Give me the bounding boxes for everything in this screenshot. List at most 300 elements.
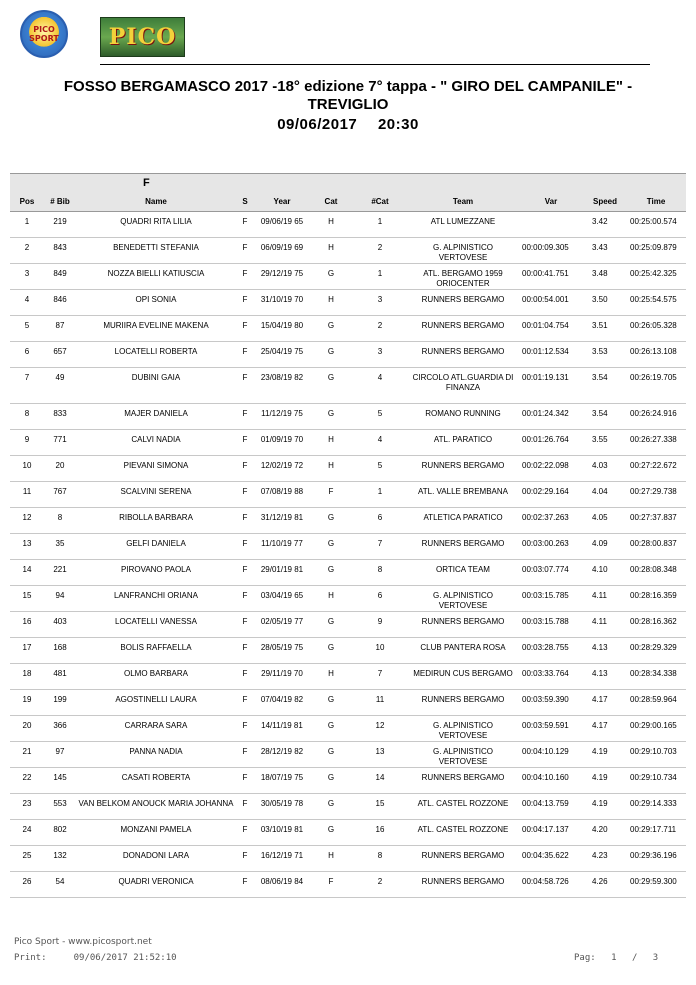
cell-pos: 23 <box>22 799 32 808</box>
cell-team: RUNNERS BERGAMO <box>421 773 505 782</box>
cell-year: 28/05/19 75 <box>260 643 304 652</box>
cell-speed: 4.09 <box>592 539 608 548</box>
pico-brand-logo <box>100 17 185 57</box>
cell-time: 00:28:00.837 <box>630 539 677 548</box>
cell-var: 00:03:15.785 <box>522 591 569 600</box>
table-row <box>10 368 686 404</box>
cell-sex: F <box>242 269 248 278</box>
cell-time: 00:28:16.359 <box>630 591 677 600</box>
cell-cat-rank: 5 <box>377 409 383 418</box>
cell-team: RUNNERS BERGAMO <box>421 321 505 330</box>
table-row <box>10 290 686 316</box>
table-row <box>10 534 686 560</box>
cell-year: 15/04/19 80 <box>260 321 304 330</box>
results-rows <box>10 212 686 898</box>
cell-cat-rank: 15 <box>375 799 385 808</box>
cell-team: G. ALPINISTICO VERTOVESE <box>432 721 493 740</box>
cell-year: 08/06/19 84 <box>260 877 304 886</box>
cell-var: 00:01:12.534 <box>522 347 569 356</box>
cell-speed: 3.43 <box>592 243 608 252</box>
cell-cat-rank: 16 <box>375 825 385 834</box>
cell-team: CIRCOLO ATL.GUARDIA DI FINANZA <box>412 373 514 392</box>
cell-pos: 16 <box>22 617 32 626</box>
cell-name: RIBOLLA BARBARA <box>119 513 193 522</box>
cell-year: 31/10/19 70 <box>260 295 304 304</box>
cell-var: 00:04:58.726 <box>522 877 569 886</box>
cell-sex: F <box>242 565 248 574</box>
cell-cat: G <box>327 269 335 278</box>
cell-team: G. ALPINISTICO VERTOVESE <box>432 591 493 610</box>
cell-speed: 3.42 <box>592 217 608 226</box>
cell-cat: H <box>328 243 334 252</box>
cell-time: 00:27:37.837 <box>630 513 677 522</box>
cell-var: 00:00:41.751 <box>522 269 569 278</box>
table-row <box>10 212 686 238</box>
cell-team: MEDIRUN CUS BERGAMO <box>413 669 513 678</box>
table-row <box>10 316 686 342</box>
cell-cat-rank: 1 <box>377 217 383 226</box>
cell-cat-rank: 8 <box>377 851 383 860</box>
cell-cat-rank: 4 <box>377 373 383 382</box>
cell-pos: 5 <box>24 321 30 330</box>
cell-bib: 20 <box>55 461 65 470</box>
cell-year: 09/06/19 65 <box>260 217 304 226</box>
cell-cat-rank: 3 <box>377 347 383 356</box>
cell-team: ATLETICA PARATICO <box>423 513 503 522</box>
col-cat-rank: #Cat <box>371 197 389 206</box>
cell-speed: 3.51 <box>592 321 608 330</box>
cell-time: 00:29:17.711 <box>630 825 677 834</box>
cell-year: 31/12/19 81 <box>260 513 304 522</box>
results-table <box>10 173 686 898</box>
cell-name: CARRARA SARA <box>124 721 188 730</box>
cell-cat-rank: 11 <box>375 695 385 704</box>
cell-sex: F <box>242 513 248 522</box>
cell-speed: 3.50 <box>592 295 608 304</box>
cell-var: 00:01:26.764 <box>522 435 569 444</box>
footer-print <box>14 953 177 963</box>
cell-bib: 145 <box>53 773 67 782</box>
cell-time: 00:28:34.338 <box>630 669 677 678</box>
cell-cat-rank: 14 <box>375 773 385 782</box>
col-speed: Speed <box>592 197 617 206</box>
cell-year: 18/07/19 75 <box>260 773 304 782</box>
cell-var: 00:03:07.774 <box>522 565 569 574</box>
table-row <box>10 820 686 846</box>
cell-cat-rank: 2 <box>377 877 383 886</box>
cell-name: PIEVANI SIMONA <box>123 461 189 470</box>
table-row <box>10 612 686 638</box>
cell-bib: 403 <box>53 617 67 626</box>
table-row <box>10 430 686 456</box>
cell-sex: F <box>242 877 248 886</box>
cell-pos: 26 <box>22 877 32 886</box>
cell-cat-rank: 6 <box>377 513 383 522</box>
cell-speed: 4.04 <box>592 487 608 496</box>
cell-team: G. ALPINISTICO VERTOVESE <box>432 747 493 766</box>
cell-speed: 4.19 <box>592 799 608 808</box>
cell-name: PANNA NADIA <box>129 747 183 756</box>
cell-speed: 3.55 <box>592 435 608 444</box>
table-row <box>10 846 686 872</box>
cell-time: 00:28:16.362 <box>630 617 677 626</box>
cell-var: 00:01:04.754 <box>522 321 569 330</box>
cell-cat: G <box>327 617 335 626</box>
cell-name: QUADRI RITA LILIA <box>120 217 192 226</box>
cell-time: 00:29:36.196 <box>630 851 677 860</box>
cell-pos: 8 <box>24 409 30 418</box>
cell-cat: G <box>327 799 335 808</box>
cell-time: 00:28:08.348 <box>630 565 677 574</box>
cell-time: 00:25:42.325 <box>630 269 677 278</box>
cell-bib: 771 <box>53 435 67 444</box>
cell-speed: 4.19 <box>592 773 608 782</box>
cell-year: 29/12/19 75 <box>260 269 304 278</box>
cell-cat: G <box>327 409 335 418</box>
cell-sex: F <box>242 295 248 304</box>
footer-site: Pico Sport - www.picosport.net <box>14 937 152 947</box>
table-row <box>10 638 686 664</box>
cell-pos: 7 <box>24 373 30 382</box>
cell-cat: G <box>327 747 335 756</box>
table-row <box>10 560 686 586</box>
cell-cat-rank: 5 <box>377 461 383 470</box>
cell-team: RUNNERS BERGAMO <box>421 461 505 470</box>
cell-bib: 657 <box>53 347 67 356</box>
cell-year: 01/09/19 70 <box>260 435 304 444</box>
cell-var: 00:00:54.001 <box>522 295 569 304</box>
cell-time: 00:29:10.703 <box>630 747 677 756</box>
cell-sex: F <box>242 669 248 678</box>
cell-pos: 19 <box>22 695 32 704</box>
cell-var: 00:03:59.591 <box>522 721 569 730</box>
cell-team: ATL. VALLE BREMBANA <box>418 487 508 496</box>
cell-time: 00:27:29.738 <box>630 487 677 496</box>
table-row <box>10 508 686 534</box>
col-year: Year <box>273 197 291 206</box>
cell-name: QUADRI VERONICA <box>118 877 194 886</box>
cell-team: G. ALPINISTICO VERTOVESE <box>432 243 493 262</box>
cell-time: 00:29:00.165 <box>630 721 677 730</box>
cell-sex: F <box>242 851 248 860</box>
table-row <box>10 664 686 690</box>
page-title: FOSSO BERGAMASCO 2017 -18° edizione 7° tappa - " GIRO DEL CAMPANILE" - TREVIGLIO <box>63 78 633 113</box>
cell-speed: 3.48 <box>592 269 608 278</box>
cell-cat: H <box>328 435 334 444</box>
cell-cat-rank: 12 <box>375 721 385 730</box>
cell-pos: 24 <box>22 825 32 834</box>
cell-cat: H <box>328 591 334 600</box>
cell-year: 06/09/19 69 <box>260 243 304 252</box>
cell-name: DUBINI GAIA <box>131 373 181 382</box>
cell-sex: F <box>242 773 248 782</box>
cell-cat: H <box>328 461 334 470</box>
cell-var: 00:02:37.263 <box>522 513 569 522</box>
cell-pos: 4 <box>24 295 30 304</box>
cell-sex: F <box>242 321 248 330</box>
cell-cat-rank: 9 <box>377 617 383 626</box>
cell-cat-rank: 4 <box>377 435 383 444</box>
cell-bib: 168 <box>53 643 67 652</box>
cell-time: 00:29:10.734 <box>630 773 677 782</box>
cell-name: LOCATELLI ROBERTA <box>114 347 198 356</box>
cell-sex: F <box>242 347 248 356</box>
cell-time: 00:29:59.300 <box>630 877 677 886</box>
col-pos: Pos <box>19 197 35 206</box>
col-name: Name <box>145 197 167 206</box>
cell-bib: 199 <box>53 695 67 704</box>
cell-cat: H <box>328 851 334 860</box>
cell-bib: 553 <box>53 799 67 808</box>
cell-year: 29/11/19 70 <box>261 669 303 678</box>
cell-cat: H <box>328 295 334 304</box>
cell-pos: 25 <box>22 851 32 860</box>
table-row <box>10 716 686 742</box>
table-row <box>10 768 686 794</box>
cell-name: NOZZA BIELLI KATIUSCIA <box>107 269 205 278</box>
col-sex: S <box>242 197 248 206</box>
cell-year: 07/08/19 88 <box>260 487 304 496</box>
cell-time: 00:29:14.333 <box>630 799 677 808</box>
cell-cat-rank: 13 <box>375 747 385 756</box>
pico-sport-logo <box>20 10 68 58</box>
table-row <box>10 342 686 368</box>
cell-team: ATL LUMEZZANE <box>430 217 496 226</box>
cell-sex: F <box>242 721 248 730</box>
cell-bib: 767 <box>53 487 67 496</box>
cell-speed: 4.23 <box>592 851 608 860</box>
cell-cat: G <box>327 373 335 382</box>
table-row <box>10 404 686 430</box>
logo-text-2: SPORT <box>29 34 59 43</box>
cell-pos: 12 <box>22 513 32 522</box>
cell-speed: 4.11 <box>592 591 607 600</box>
cell-cat-rank: 8 <box>377 565 383 574</box>
cell-pos: 15 <box>22 591 32 600</box>
print-label: Print: <box>14 953 47 963</box>
cell-sex: F <box>242 617 248 626</box>
cell-cat-rank: 10 <box>375 643 385 652</box>
cell-cat: F <box>328 487 334 496</box>
cell-cat-rank: 2 <box>377 321 383 330</box>
cell-sex: F <box>242 825 248 834</box>
header-rule <box>100 64 650 65</box>
cell-team: RUNNERS BERGAMO <box>421 695 505 704</box>
cell-sex: F <box>242 591 248 600</box>
cell-speed: 3.54 <box>592 409 608 418</box>
cell-year: 30/05/19 78 <box>260 799 304 808</box>
cell-year: 23/08/19 82 <box>260 373 304 382</box>
cell-time: 00:26:24.916 <box>630 409 677 418</box>
cell-bib: 87 <box>55 321 65 330</box>
cell-time: 00:28:29.329 <box>630 643 677 652</box>
cell-sex: F <box>242 799 248 808</box>
cell-bib: 8 <box>57 513 63 522</box>
page-indicator <box>574 953 668 963</box>
cell-time: 00:25:09.879 <box>630 243 677 252</box>
page-label: Pag: <box>574 953 596 963</box>
cell-pos: 17 <box>22 643 32 652</box>
cell-team: ATL. CASTEL ROZZONE <box>417 825 509 834</box>
table-row <box>10 456 686 482</box>
cell-time: 00:27:22.672 <box>630 461 677 470</box>
cell-speed: 4.13 <box>592 643 608 652</box>
cell-var: 00:02:22.098 <box>522 461 569 470</box>
cell-pos: 10 <box>22 461 32 470</box>
cell-speed: 3.53 <box>592 347 608 356</box>
cell-team: RUNNERS BERGAMO <box>421 851 505 860</box>
page-total: 3 <box>652 953 659 963</box>
cell-cat: H <box>328 217 334 226</box>
cell-speed: 4.19 <box>592 747 608 756</box>
cell-cat-rank: 3 <box>377 295 383 304</box>
cell-cat-rank: 6 <box>377 591 383 600</box>
cell-bib: 802 <box>53 825 67 834</box>
cell-name: PIROVANO PAOLA <box>121 565 191 574</box>
cell-team: RUNNERS BERGAMO <box>421 539 505 548</box>
col-bib: # Bib <box>50 197 70 206</box>
table-row <box>10 482 686 508</box>
cell-speed: 4.17 <box>592 721 608 730</box>
event-datetime <box>0 116 696 133</box>
cell-cat: G <box>327 825 335 834</box>
cell-time: 00:25:00.574 <box>630 217 677 226</box>
cell-bib: 366 <box>53 721 67 730</box>
cell-sex: F <box>242 435 248 444</box>
logo-text-1: PICO <box>33 25 55 34</box>
cell-year: 28/12/19 82 <box>260 747 304 756</box>
cell-time: 00:25:54.575 <box>630 295 677 304</box>
event-time: 20:30 <box>377 116 419 133</box>
cell-team: CLUB PANTERA ROSA <box>420 643 506 652</box>
col-var: Var <box>544 197 558 206</box>
cell-var: 00:03:59.390 <box>522 695 569 704</box>
cell-team: RUNNERS BERGAMO <box>421 347 505 356</box>
cell-bib: 132 <box>53 851 67 860</box>
cell-name: OLMO BARBARA <box>123 669 188 678</box>
cell-cat: G <box>327 513 335 522</box>
cell-sex: F <box>242 409 248 418</box>
cell-bib: 849 <box>53 269 67 278</box>
cell-sex: F <box>242 487 248 496</box>
cell-team: ORTICA TEAM <box>436 565 490 574</box>
cell-bib: 219 <box>53 217 67 226</box>
cell-speed: 4.13 <box>592 669 608 678</box>
cell-sex: F <box>242 539 248 548</box>
event-date: 09/06/2017 <box>277 116 358 133</box>
cell-var: 00:00:09.305 <box>522 243 569 252</box>
cell-team: ATL. BERGAMO 1959 ORIOCENTER <box>423 269 503 288</box>
table-row <box>10 690 686 716</box>
cell-cat: G <box>327 321 335 330</box>
cell-var: 00:01:24.342 <box>522 409 569 418</box>
cell-pos: 14 <box>22 565 32 574</box>
cell-sex: F <box>242 243 248 252</box>
table-row <box>10 264 686 290</box>
cell-cat: G <box>327 565 335 574</box>
cell-sex: F <box>242 643 248 652</box>
cell-year: 14/11/19 81 <box>261 721 303 730</box>
cell-name: DONADONI LARA <box>122 851 190 860</box>
category-header <box>10 173 686 193</box>
cell-cat: G <box>327 695 335 704</box>
cell-cat-rank: 1 <box>377 487 383 496</box>
cell-speed: 4.26 <box>592 877 608 886</box>
cell-year: 29/01/19 81 <box>260 565 304 574</box>
cell-year: 11/10/19 77 <box>261 539 303 548</box>
cell-name: SCALVINI SERENA <box>120 487 192 496</box>
col-team: Team <box>452 197 474 206</box>
cell-var: 00:04:10.160 <box>522 773 569 782</box>
cell-bib: 846 <box>53 295 67 304</box>
cell-pos: 18 <box>22 669 32 678</box>
cell-name: VAN BELKOM ANOUCK MARIA JOHANNA <box>78 799 234 808</box>
cell-cat-rank: 2 <box>377 243 383 252</box>
cell-name: MURIIRA EVELINE MAKENA <box>103 321 209 330</box>
cell-var: 00:04:13.759 <box>522 799 569 808</box>
cell-year: 03/04/19 65 <box>260 591 304 600</box>
cell-bib: 481 <box>53 669 67 678</box>
cell-cat-rank: 7 <box>377 669 383 678</box>
cell-var: 00:03:15.788 <box>522 617 569 626</box>
cell-speed: 4.10 <box>592 565 608 574</box>
cell-var: 00:03:33.764 <box>522 669 569 678</box>
cell-time: 00:28:59.964 <box>630 695 677 704</box>
cell-year: 07/04/19 82 <box>260 695 304 704</box>
cell-speed: 4.03 <box>592 461 608 470</box>
cell-bib: 54 <box>55 877 65 886</box>
cell-name: CASATI ROBERTA <box>121 773 191 782</box>
cell-pos: 6 <box>24 347 30 356</box>
cell-name: BENEDETTI STEFANIA <box>113 243 199 252</box>
cell-name: AGOSTINELLI LAURA <box>115 695 197 704</box>
cell-bib: 833 <box>53 409 67 418</box>
cell-year: 12/02/19 72 <box>260 461 304 470</box>
table-row <box>10 872 686 898</box>
cell-team: RUNNERS BERGAMO <box>421 295 505 304</box>
col-time: Time <box>646 197 666 206</box>
cell-time: 00:26:05.328 <box>630 321 677 330</box>
cell-pos: 13 <box>22 539 32 548</box>
cell-sex: F <box>242 461 248 470</box>
cell-team: ROMANO RUNNING <box>425 409 501 418</box>
table-row <box>10 742 686 768</box>
cell-year: 02/05/19 77 <box>260 617 304 626</box>
cell-bib: 49 <box>55 373 65 382</box>
cell-cat: G <box>327 643 335 652</box>
cell-team: RUNNERS BERGAMO <box>421 877 505 886</box>
cell-name: CALVI NADIA <box>131 435 181 444</box>
cell-pos: 11 <box>22 487 32 496</box>
cell-year: 03/10/19 81 <box>260 825 304 834</box>
cell-sex: F <box>242 373 248 382</box>
cell-speed: 4.11 <box>592 617 607 626</box>
cell-name: GELFI DANIELA <box>126 539 186 548</box>
cell-pos: 1 <box>24 217 30 226</box>
cell-bib: 221 <box>53 565 67 574</box>
col-cat: Cat <box>324 197 338 206</box>
cell-cat: F <box>328 877 334 886</box>
cell-year: 16/12/19 71 <box>260 851 304 860</box>
cell-bib: 97 <box>55 747 65 756</box>
page-header <box>0 0 696 70</box>
cell-name: LOCATELLI VANESSA <box>115 617 197 626</box>
cell-speed: 4.05 <box>592 513 608 522</box>
table-row <box>10 238 686 264</box>
cell-team: RUNNERS BERGAMO <box>421 617 505 626</box>
cell-time: 00:26:27.338 <box>630 435 677 444</box>
cell-name: OPI SONIA <box>135 295 177 304</box>
